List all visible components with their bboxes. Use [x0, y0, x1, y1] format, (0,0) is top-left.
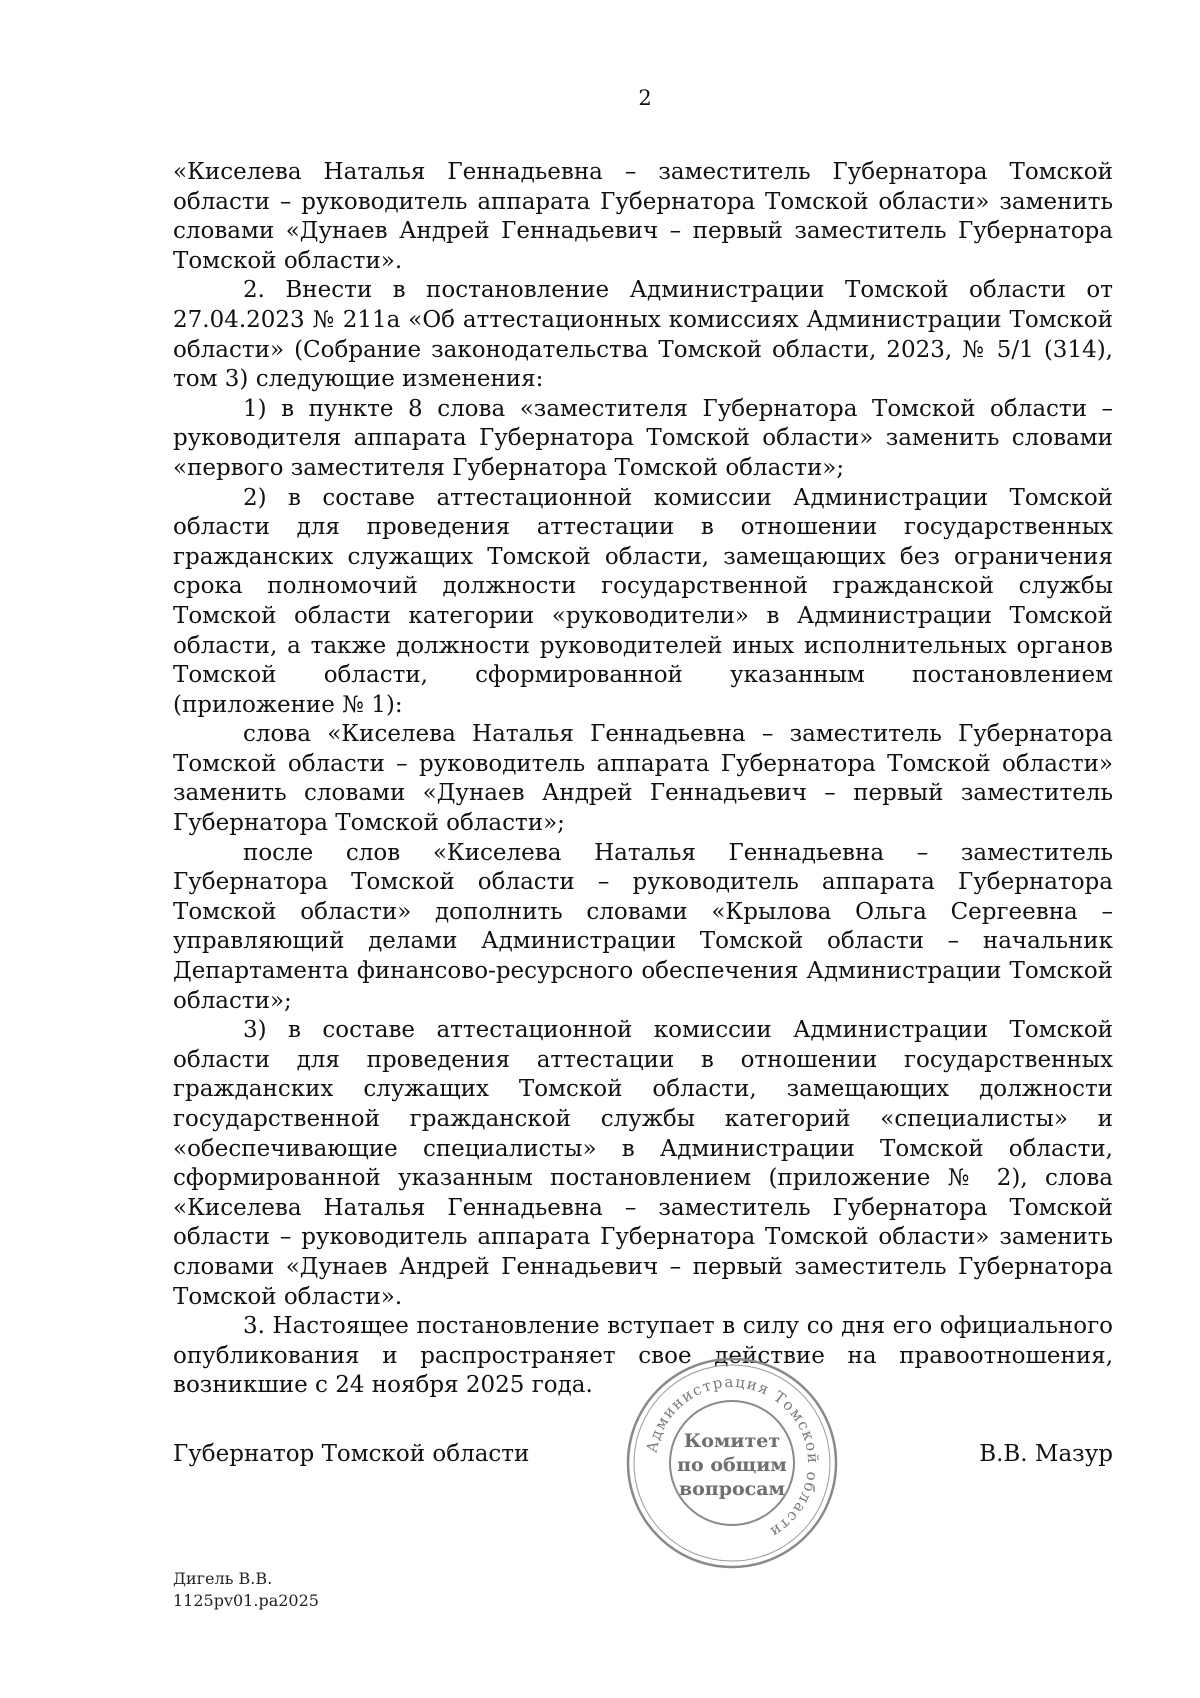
executor-name: Дигель В.В.	[173, 1569, 273, 1588]
stamp-center-line-3: вопросам	[678, 1478, 786, 1500]
paragraph-subitem-2-add: после слов «Киселева Наталья Геннадьевна – заместитель Губернатора Томской области – руководитель аппарата Губернатора Томской области» дополнить словами «Крылова Ольга Сергеевна – управляющий делами Администрации Томской области – начальник Департамента финансово-ресурсного обеспечения Администрации Томской области»;	[173, 839, 1113, 1014]
paragraph-subitem-2-replace: слова «Киселева Наталья Геннадьевна – заместитель Губернатора Томской области – руководитель аппарата Губернатора Томской области» заменить словами «Дунаев Андрей Геннадьевич – первый заместитель Губернатора Томской области»;	[173, 721, 1113, 837]
paragraph-subitem-2: 2) в составе аттестационной комиссии Администрации Томской области для проведения аттестации в отношении государственных гражданских служащих Томской области, замещающих без ограничения срока полномочий должности государственной гражданской службы Томской области категории «руководители» в Администрации Томской области, а также должности руководителей иных исполнительных органов Томской области, сформированной указанным постановлением (приложение № 1):	[173, 484, 1113, 718]
paragraph-subitem-1: 1) в пункте 8 слова «заместителя Губернатора Томской области – руководителя аппарата Губернатора Томской области» заменить словами «первого заместителя Губернатора Томской области»;	[173, 395, 1113, 481]
document-body	[173, 158, 1113, 1401]
stamp-ring-text: Администрация Томской области	[642, 1372, 823, 1542]
signatory-position: Губернатор Томской области	[173, 1441, 530, 1467]
paragraph-subitem-3: 3) в составе аттестационной комиссии Администрации Томской области для проведения аттестации в отношении государственных гражданских служащих Томской области, замещающих должности государственной гражданской службы категорий «специалисты» и «обеспечивающие специалисты» в Администрации Томской области, сформированной указанным постановлением (приложение № 2), слова «Киселева Наталья Геннадьевна – заместитель Губернатора Томской области – руководитель аппарата Губернатора Томской области» заменить словами «Дунаев Андрей Геннадьевич – первый заместитель Губернатора Томской области».	[173, 1017, 1113, 1310]
paragraph-continuation: «Киселева Наталья Геннадьевна – заместитель Губернатора Томской области – руководитель аппарата Губернатора Томской области» заменить словами «Дунаев Андрей Геннадьевич – первый заместитель Губернатора Томской области».	[173, 159, 1113, 274]
page-number: 2	[638, 86, 652, 110]
document-code: 1125pv01.pa2025	[173, 1591, 319, 1610]
stamp-center-line-1: Комитет	[683, 1430, 781, 1452]
document-footer	[173, 1568, 319, 1612]
stamp-center-line-2: по общим	[677, 1454, 787, 1476]
paragraph-item-3: 3. Настоящее постановление вступает в силу со дня его официального опубликования и распространяет свое действие на правоотношения, возникшие с 24 ноября 2025 года.	[173, 1313, 1113, 1399]
official-stamp	[622, 1353, 842, 1573]
paragraph-item-2: 2. Внести в постановление Администрации Томской области от 27.04.2023 № 211а «Об аттестационных комиссиях Администрации Томской области» (Собрание законодательства Томской области, 2023, № 5/1 (314), том 3) следующие изменения:	[173, 277, 1113, 393]
signatory-name: В.В. Мазур	[979, 1441, 1113, 1467]
